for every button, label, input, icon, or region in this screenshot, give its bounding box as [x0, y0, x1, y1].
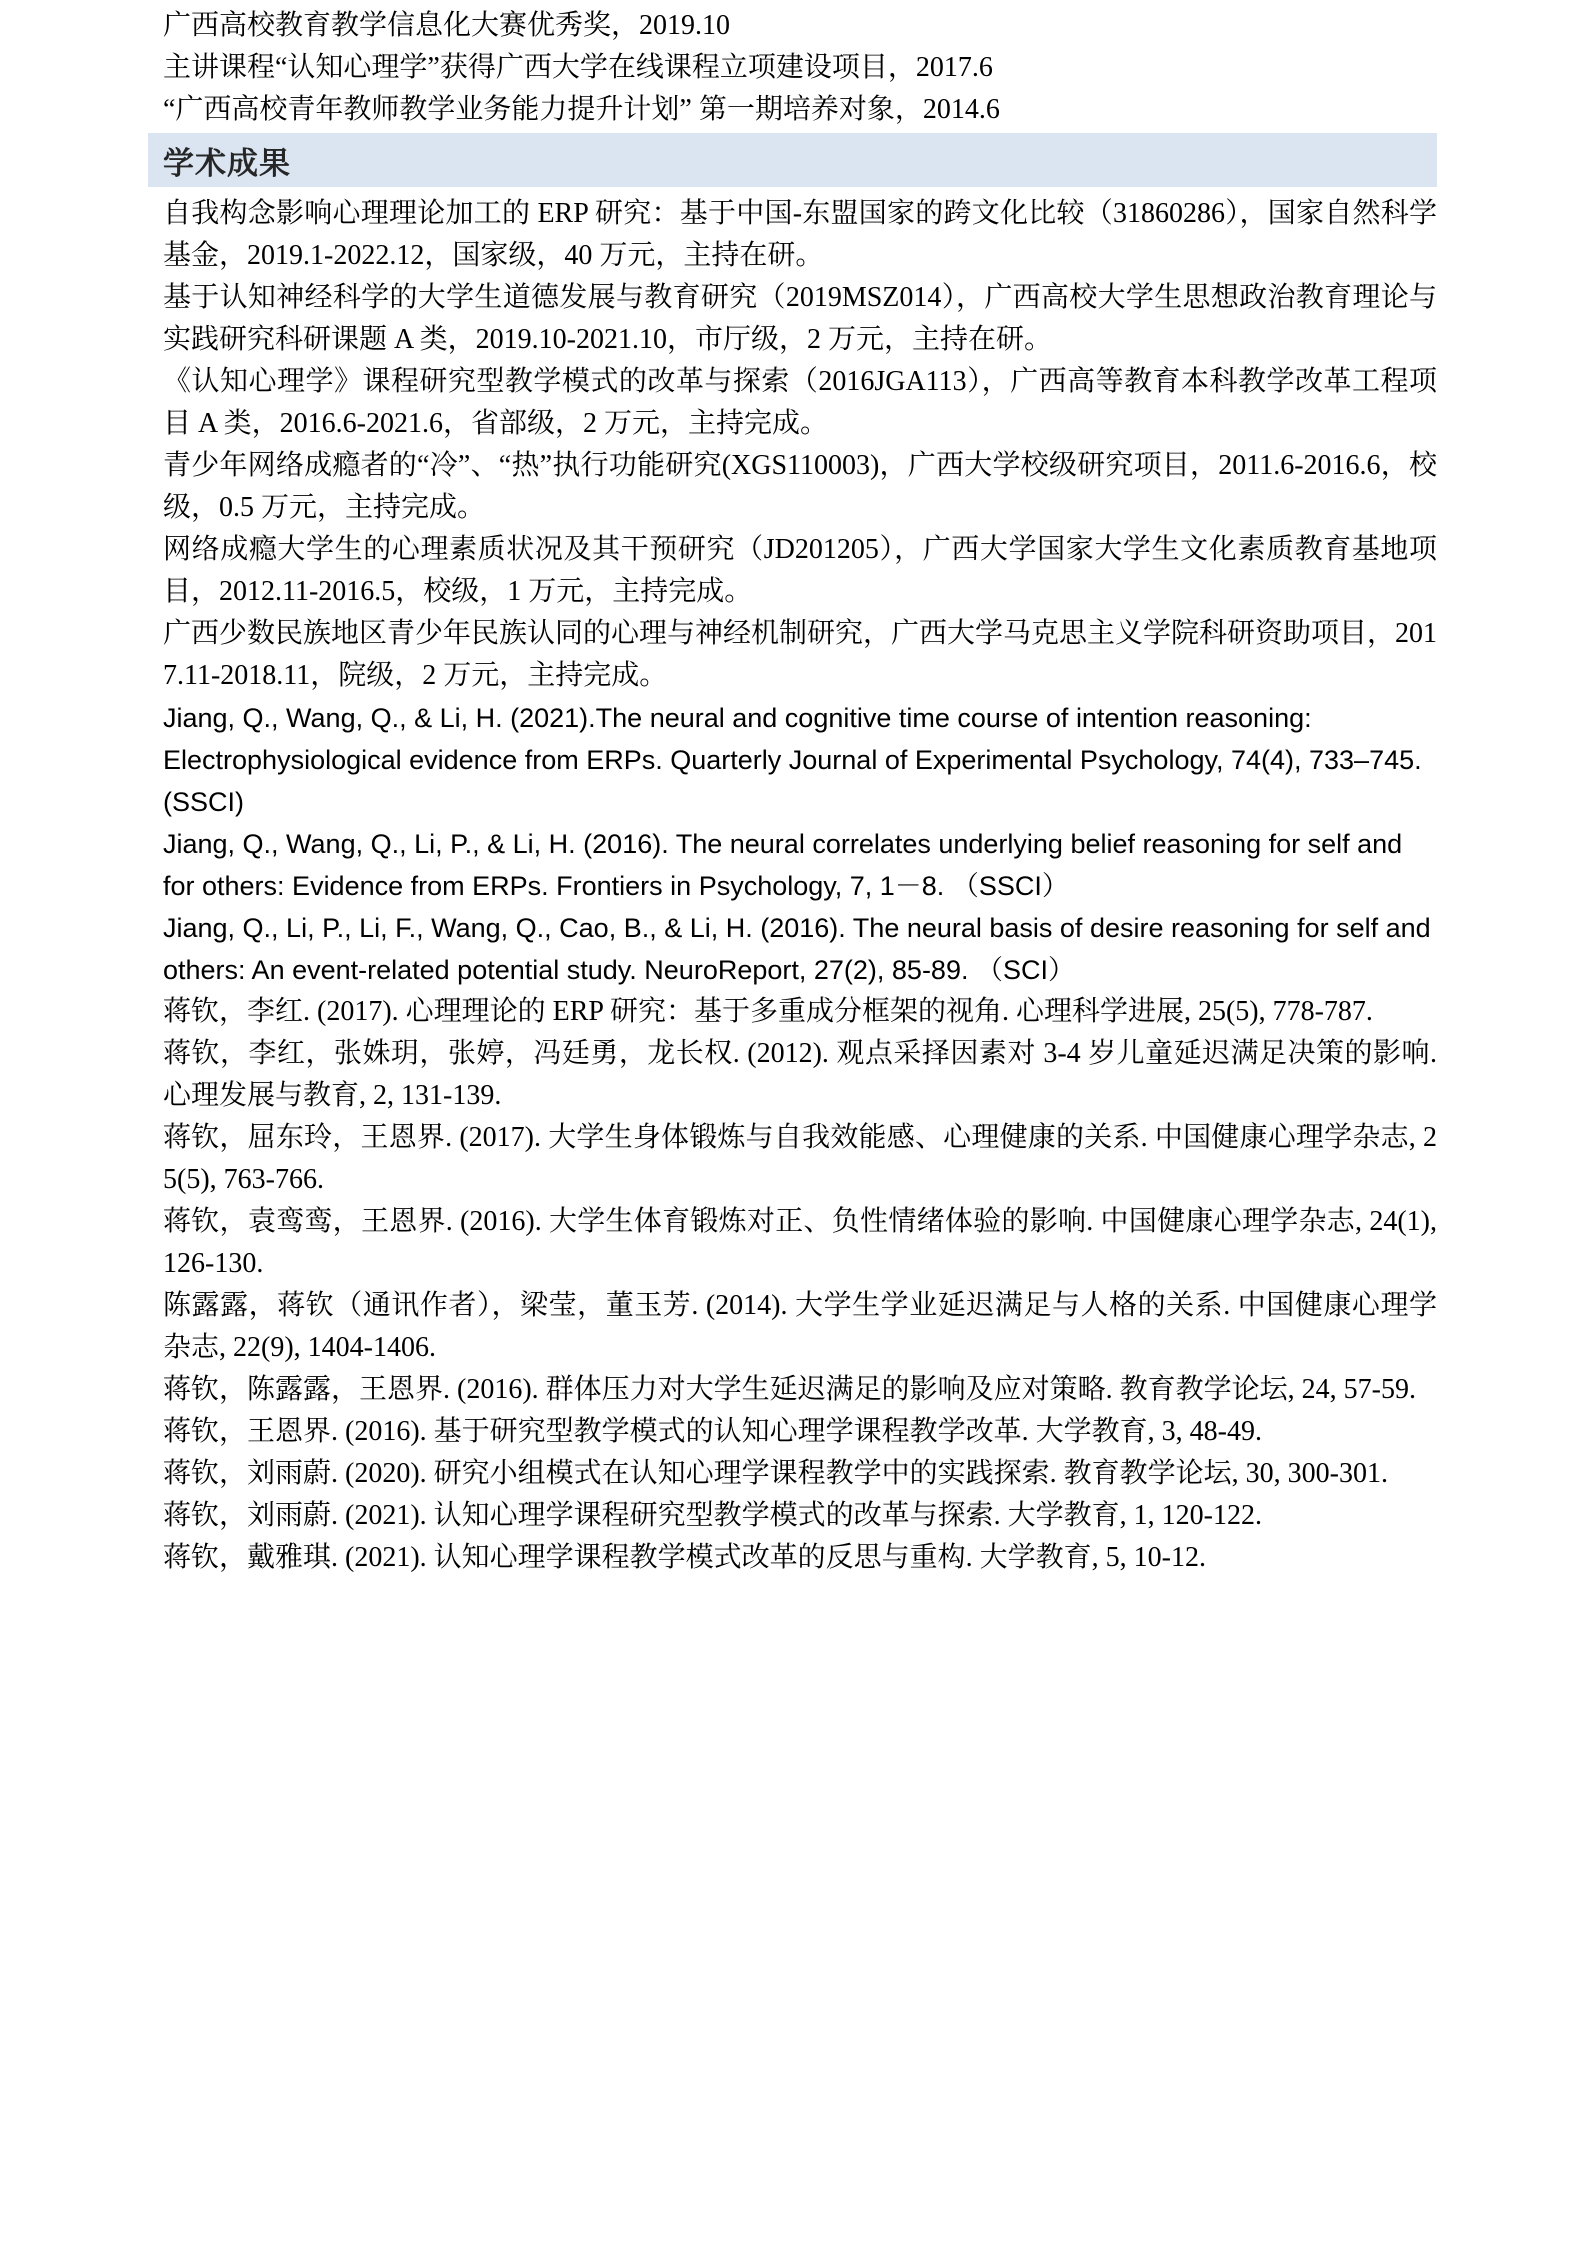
publication-entry: 蒋钦，李红. (2017). 心理理论的 ERP 研究：基于多重成分框架的视角. 心理科学进展, 25(5), 778-787. [163, 996, 1373, 1027]
award-line: 主讲课程“认知心理学”获得广西大学在线课程立项建设项目，2017.6 [163, 52, 993, 83]
research-project-entry: 网络成瘾大学生的心理素质状况及其干预研究（JD201205），广西大学国家大学生文化素质教育基地项目，2012.11-2016.5，校级，1 万元，主持完成。 [163, 534, 1437, 607]
publication-entry: Jiang, Q., Li, P., Li, F., Wang, Q., Cao, B., & Li, H. (2016). The neural basis of desire reasoning for self and others: An event-related potential study. NeuroReport, 27(2), 85-89. （SCI） [163, 913, 1431, 985]
research-project-entry: 广西少数民族地区青少年民族认同的心理与神经机制研究，广西大学马克思主义学院科研资助项目，2017.11-2018.11，院级，2 万元，主持完成。 [163, 618, 1438, 691]
publication-entry: 蒋钦，屈东玲，王恩界. (2017). 大学生身体锻炼与自我效能感、心理健康的关系. 中国健康心理学杂志, 25(5), 763-766. [163, 1122, 1437, 1195]
research-project-entry: 青少年网络成瘾者的“冷”、“热”执行功能研究(XGS110003)，广西大学校级研究项目，2011.6-2016.6，校级，0.5 万元，主持完成。 [163, 450, 1437, 523]
publication-entry: 蒋钦，王恩界. (2016). 基于研究型教学模式的认知心理学课程教学改革. 大学教育, 3, 48-49. [163, 1416, 1262, 1447]
page-content [163, 0, 1437, 1579]
research-project-entry: 《认知心理学》课程研究型教学模式的改革与探索（2016JGA113），广西高等教育本科教学改革工程项目 A 类，2016.6-2021.6，省部级，2 万元，主持完成。 [163, 366, 1437, 439]
publication-entry: 蒋钦，刘雨蔚. (2020). 研究小组模式在认知心理学课程教学中的实践探索. 教育教学论坛, 30, 300-301. [163, 1458, 1388, 1489]
award-line: “广西高校青年教师教学业务能力提升计划” 第一期培养对象，2014.6 [163, 94, 1000, 125]
section-title: 学术成果 [163, 145, 291, 181]
publication-entry: 蒋钦，陈露露，王恩界. (2016). 群体压力对大学生延迟满足的影响及应对策略. 教育教学论坛, 24, 57-59. [163, 1374, 1416, 1405]
research-project-entry: 基于认知神经科学的大学生道德发展与教育研究（2019MSZ014），广西高校大学生思想政治教育理论与实践研究科研课题 A 类，2019.10-2021.10，市厅级，2 万元，主持在研。 [163, 282, 1437, 355]
publication-entry: Jiang, Q., Wang, Q., & Li, H. (2021).The neural and cognitive time course of intention reasoning: Electrophysiological evidence from ERPs. Quarterly Journal of Experimental Psychology, 74(4), 733–745. (SSCI) [163, 703, 1422, 817]
publication-entry: 蒋钦，刘雨蔚. (2021). 认知心理学课程研究型教学模式的改革与探索. 大学教育, 1, 120-122. [163, 1500, 1262, 1531]
publication-entry: 蒋钦，戴雅琪. (2021). 认知心理学课程教学模式改革的反思与重构. 大学教育, 5, 10-12. [163, 1542, 1206, 1573]
publication-entry: 蒋钦，袁鸾鸾，王恩界. (2016). 大学生体育锻炼对正、负性情绪体验的影响. 中国健康心理学杂志, 24(1), 126-130. [163, 1206, 1437, 1279]
publication-entry: 陈露露，蒋钦（通讯作者），梁莹，董玉芳. (2014). 大学生学业延迟满足与人格的关系. 中国健康心理学杂志, 22(9), 1404-1406. [163, 1290, 1437, 1363]
research-project-entry: 自我构念影响心理理论加工的 ERP 研究：基于中国-东盟国家的跨文化比较（31860286），国家自然科学基金，2019.1-2022.12，国家级，40 万元，主持在研。 [163, 198, 1437, 271]
section-header-band [148, 133, 1437, 187]
publication-entry: Jiang, Q., Wang, Q., Li, P., & Li, H. (2016). The neural correlates underlying belief reasoning for self and for others: Evidence from ERPs. Frontiers in Psychology, 7, 1－8. （SSCI） [163, 829, 1403, 901]
publication-entry: 蒋钦，李红，张姝玥，张婷，冯廷勇，龙长权. (2012). 观点采择因素对 3-4 岁儿童延迟满足决策的影响. 心理发展与教育, 2, 131-139. [163, 1038, 1437, 1111]
award-line: 广西高校教育教学信息化大赛优秀奖，2019.10 [163, 10, 731, 41]
